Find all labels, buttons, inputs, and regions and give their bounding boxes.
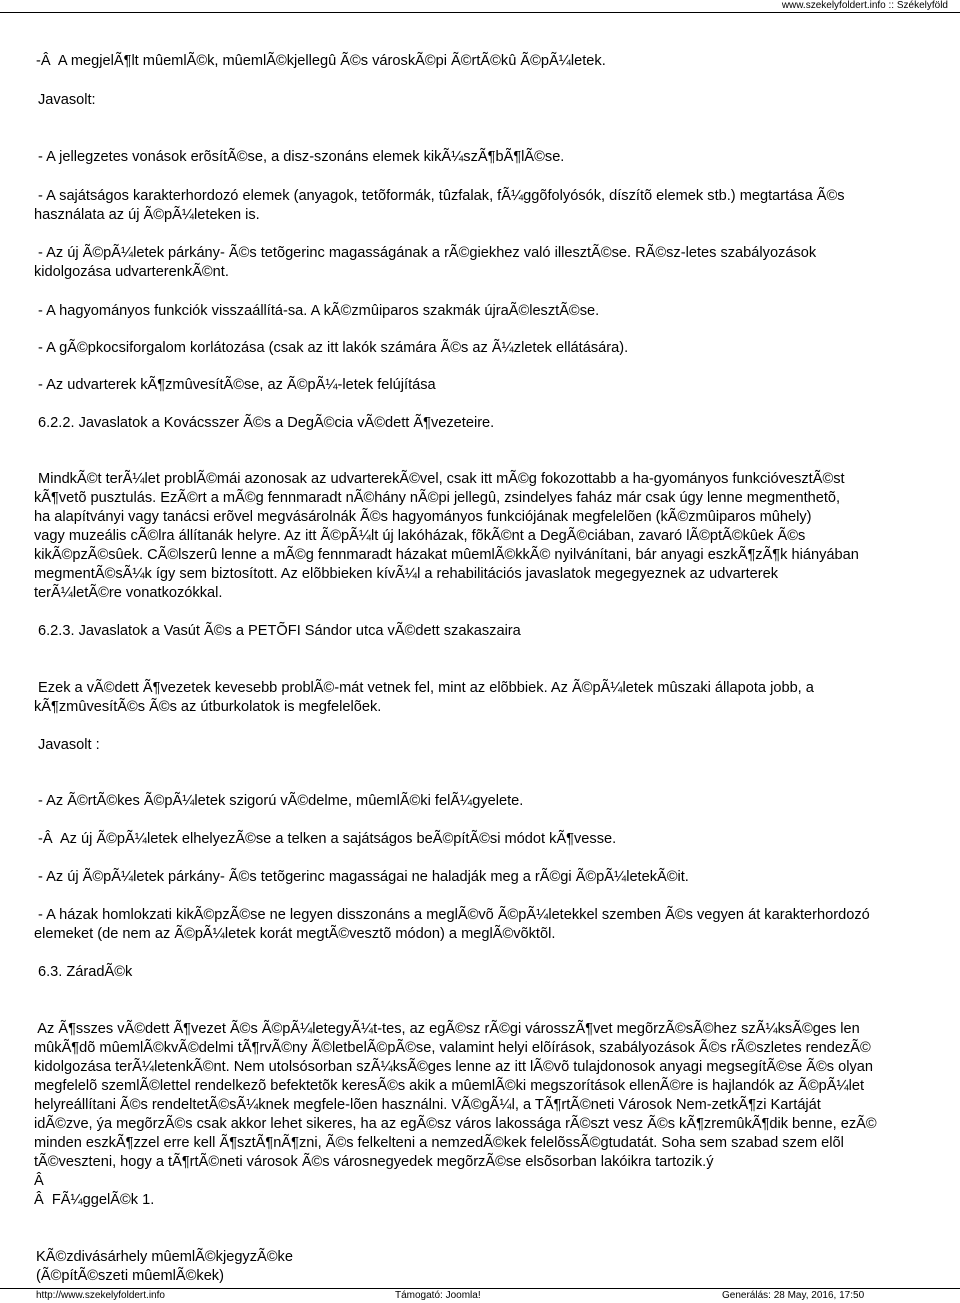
text-line: -Â Az új Ã©pÃ¼letek elhelyezÃ©se a telken a sajátságos beÃ©pítÃ©si módot kÃ¶vesse. xyxy=(34,831,617,847)
text-line: tÃ©veszteni, hogy a tÃ¶rtÃ©neti városok Ã©s városnegyedek megõrzÃ©se elsõsorban lakóikra tartozik.ý xyxy=(34,1154,714,1170)
text-line: elemeket (de nem az Ã©pÃ¼letek korát megtÃ©vesztõ módon) a meglÃ©võktõl. xyxy=(34,926,556,942)
text-line: megfelelõ szemlÃ©lettel rendelkezõ befektetõk keresÃ©s akik a mûemlÃ©ki megszorítások ellenÃ©re is hajlandók az Ã©pÃ¼let xyxy=(34,1078,865,1094)
text-line: kikÃ©pzÃ©sûek. CÃ©lszerû lenne a mÃ©g fennmaradt házakat mûemlÃ©kkÃ© nyilvánítani, bár anyagi eszkÃ¶zÃ¶k hiányában xyxy=(34,547,859,563)
text-line: - A jellegzetes vonások erõsítÃ©se, a disz-szonáns elemek kikÃ¼szÃ¶bÃ¶lÃ©se. xyxy=(34,149,565,165)
text-line: Javasolt: xyxy=(38,92,96,108)
text-line: Az Ã¶sszes vÃ©dett Ã¶vezet Ã©s Ã©pÃ¼letegyÃ¼t-tes, az egÃ©sz rÃ©gi városszÃ¶vet megõrzÃ©sÃ©hez szÃ¼ksÃ©ges len xyxy=(34,1021,860,1037)
text-line: -Â A megjelÃ¶lt mûemlÃ©k, mûemlÃ©kjellegû Ã©s városkÃ©pi Ã©rtÃ©kû Ã©pÃ¼letek. xyxy=(36,53,606,69)
text-line: - Az új Ã©pÃ¼letek párkány- Ã©s tetõgerinc magasságai ne haladják meg a rÃ©gi Ã©pÃ¼letekÃ©it. xyxy=(34,869,689,885)
text-line: vagy muzeális cÃ©lra állítanák helyre. Az itt Ã©pÃ¼lt új lakóházak, fõkÃ©nt a DegÃ©ciában, zavaró lÃ©ptÃ©kûek Ã©s xyxy=(34,528,806,544)
footer-url[interactable]: http://www.szekelyfoldert.info xyxy=(36,1290,165,1301)
text-line: mûkÃ¶dõ mûemlÃ©kvÃ©delmi tÃ¶rvÃ©ny Ã©letbelÃ©pÃ©se, valamint helyi elõírások, szabályozások Ã©s rÃ©szletes rendezÃ© xyxy=(34,1040,871,1056)
text-line: idÃ©zve, ýa megõrzÃ©s csak akkor lehet sikeres, ha az egÃ©sz város lakossága rÃ©szt vesz Ã©s kÃ¶zremûkÃ¶dik benne, ezÃ© xyxy=(34,1116,877,1132)
text-line: (Ã©pítÃ©szeti mûemlÃ©kek) xyxy=(36,1268,224,1284)
text-line: KÃ©zdivásárhely mûemlÃ©kjegyzÃ©ke xyxy=(36,1249,293,1265)
text-line: használata az új Ã©pÃ¼leteken is. xyxy=(34,207,260,223)
text-line: 6.2.2. Javaslatok a Kovácsszer Ã©s a DegÃ©cia vÃ©dett Ã¶vezeteire. xyxy=(38,415,495,431)
text-line: 6.3. ZáradÃ©k xyxy=(38,964,133,980)
text-line: Â xyxy=(34,1173,44,1189)
text-line: - Az új Ã©pÃ¼letek párkány- Ã©s tetõgerinc magasságának a rÃ©giekhez való illesztÃ©se. RÃ©sz-letes szabályozások xyxy=(34,245,817,261)
text-line: helyreállítani Ã©s rendeltetÃ©sÃ¼knek megfele-lõen használni. VÃ©gÃ¼l, a TÃ¶rtÃ©neti Városok Nem-zetkÃ¶zi Kartáját xyxy=(34,1097,821,1113)
text-line: Javasolt : xyxy=(38,737,100,753)
text-line: megmentÃ©sÃ¼k így sem biztosított. Az elõbbieken kívÃ¼l a rehabilitációs javaslatok megegyeznek az udvarterek xyxy=(34,566,779,582)
text-line: Â FÃ¼ggelÃ©k 1. xyxy=(34,1192,155,1208)
text-line: 6.2.3. Javaslatok a Vasút Ã©s a PETÕFI Sándor utca vÃ©dett szakaszaira xyxy=(38,623,521,639)
text-line: - A sajátságos karakterhordozó elemek (anyagok, tetõformák, tûzfalak, fÃ¼ggõfolyósók, díszítõ elemek stb.) megtartása Ã©s xyxy=(34,188,845,204)
text-line: Ezek a vÃ©dett Ã¶vezetek kevesebb problÃ©-mát vetnek fel, mint az elõbbiek. Az Ã©pÃ¼letek mûszaki állapota jobb, a xyxy=(34,680,814,696)
text-line: - A hagyományos funkciók visszaállítá-sa. A kÃ©zmûiparos szakmák újraÃ©lesztÃ©se. xyxy=(34,303,600,319)
text-line: - Az Ã©rtÃ©kes Ã©pÃ¼letek szigorú vÃ©delme, mûemlÃ©ki felÃ¼gyelete. xyxy=(34,793,524,809)
text-line: MindkÃ©t terÃ¼let problÃ©mái azonosak az udvarterekÃ©vel, csak itt mÃ©g fokozottabb a ha-gyományos funkcióvesztÃ©st xyxy=(34,471,845,487)
text-line: - Az udvarterek kÃ¶zmûvesítÃ©se, az Ã©pÃ¼-letek felújítása xyxy=(34,377,436,393)
text-line: minden eszkÃ¶zzel erre kell Ã¶sztÃ¶nÃ¶zni, Ã©s felkelteni a nemzedÃ©kek felelõssÃ©gtudatát. Soha sem szabad szem elõl xyxy=(34,1135,844,1151)
footer-generated: Generálás: 28 May, 2016, 17:50 xyxy=(722,1290,865,1301)
text-line: kidolgozása terÃ¼letenkÃ©nt. Nem utolsósorban szÃ¼ksÃ©ges lenne az itt lÃ©võ tulajdonosok anyagi megsegítÃ©se Ã©s olyan xyxy=(34,1059,874,1075)
text-line: - A házak homlokzati kikÃ©pzÃ©se ne legyen disszonáns a meglÃ©võ Ã©pÃ¼letekkel szemben Ã©s vegyen át karakterhordozó xyxy=(34,907,870,923)
footer-sponsor: Támogató: Joomla! xyxy=(395,1290,481,1301)
site-header: www.szekelyfoldert.info :: Székelyföld xyxy=(781,0,948,11)
text-line: - A gÃ©pkocsiforgalom korlátozása (csak az itt lakók számára Ã©s az Ã¼zletek ellátására). xyxy=(34,340,629,356)
text-line: kidolgozása udvarterenkÃ©nt. xyxy=(34,264,229,280)
text-line: kÃ¶zmûvesítÃ©s Ã©s az útburkolatok is megfelelõek. xyxy=(34,699,382,715)
text-line: terÃ¼letÃ©re vonatkozókkal. xyxy=(34,585,223,601)
header-divider xyxy=(0,12,960,13)
text-line: kÃ¶vetõ pusztulás. EzÃ©rt a mÃ©g fennmaradt nÃ©hány nÃ©pi jellegû, zsindelyes faház már csak úgy lenne megmenthetõ, xyxy=(34,490,841,506)
footer-divider xyxy=(0,1288,960,1289)
text-line: ha alapítványi vagy tanácsi erõvel megvásárolnák Ã©s hagyományos funkciójának megfelelõen (kÃ©zmûiparos mûhely) xyxy=(34,509,812,525)
